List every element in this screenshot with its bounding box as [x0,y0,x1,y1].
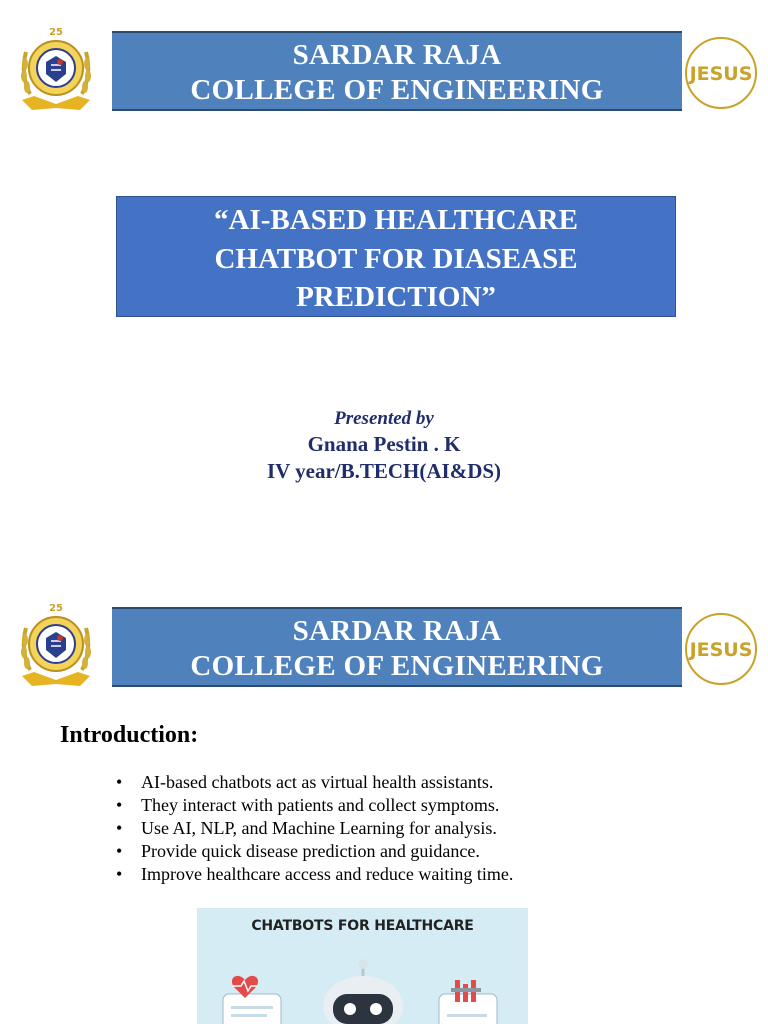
list-item: • They interact with patients and collect symptoms. [116,795,500,815]
college-name-line2: COLLEGE OF ENGINEERING [190,650,604,682]
bullet-icon: • [116,772,123,792]
college-emblem-icon [16,600,96,690]
presenter-year: IV year/B.TECH(AI&DS) [266,459,502,483]
introduction-heading: Introduction: [60,722,199,748]
college-name-line1: SARDAR RAJA [292,615,502,647]
svg-text:25: 25 [49,27,63,38]
title-line3: PREDICTION” [296,281,496,313]
slide-introduction [0,576,768,1024]
list-item: • Use AI, NLP, and Machine Learning for analysis. [116,818,497,838]
list-item: • AI-based chatbots act as virtual health assistants. [116,772,494,792]
college-name-line1: SARDAR RAJA [292,39,502,71]
svg-text:JESUS: JESUS [689,639,753,661]
presentation-title-box [116,196,676,317]
chatbot-robot-icon [197,908,528,1024]
list-item: • Improve healthcare access and reduce waiting time. [116,864,514,884]
svg-text:JESUS: JESUS [689,63,753,85]
college-name-line2: COLLEGE OF ENGINEERING [190,74,604,106]
chatbots-healthcare-illustration [197,908,528,1024]
presented-by-label: Presented by [334,408,434,429]
jesus-logo-icon [684,36,758,110]
introduction-bullet-list [116,771,513,886]
jesus-logo-icon [684,612,758,686]
presenter-name: Gnana Pestin . K [307,432,461,456]
svg-text:25: 25 [49,603,63,614]
college-emblem-icon [16,24,96,114]
list-item: • Provide quick disease prediction and guidance. [116,841,480,861]
title-line1: “AI-BASED HEALTHCARE [214,204,578,236]
bullet-icon: • [116,818,123,838]
bullet-icon: • [116,795,123,815]
bullet-icon: • [116,864,123,884]
college-banner [112,31,682,111]
college-banner [112,607,682,687]
illustration-caption: CHATBOTS FOR HEALTHCARE [251,918,474,934]
title-line2: CHATBOT FOR DIASEASE [214,242,578,275]
bullet-icon: • [116,841,123,861]
